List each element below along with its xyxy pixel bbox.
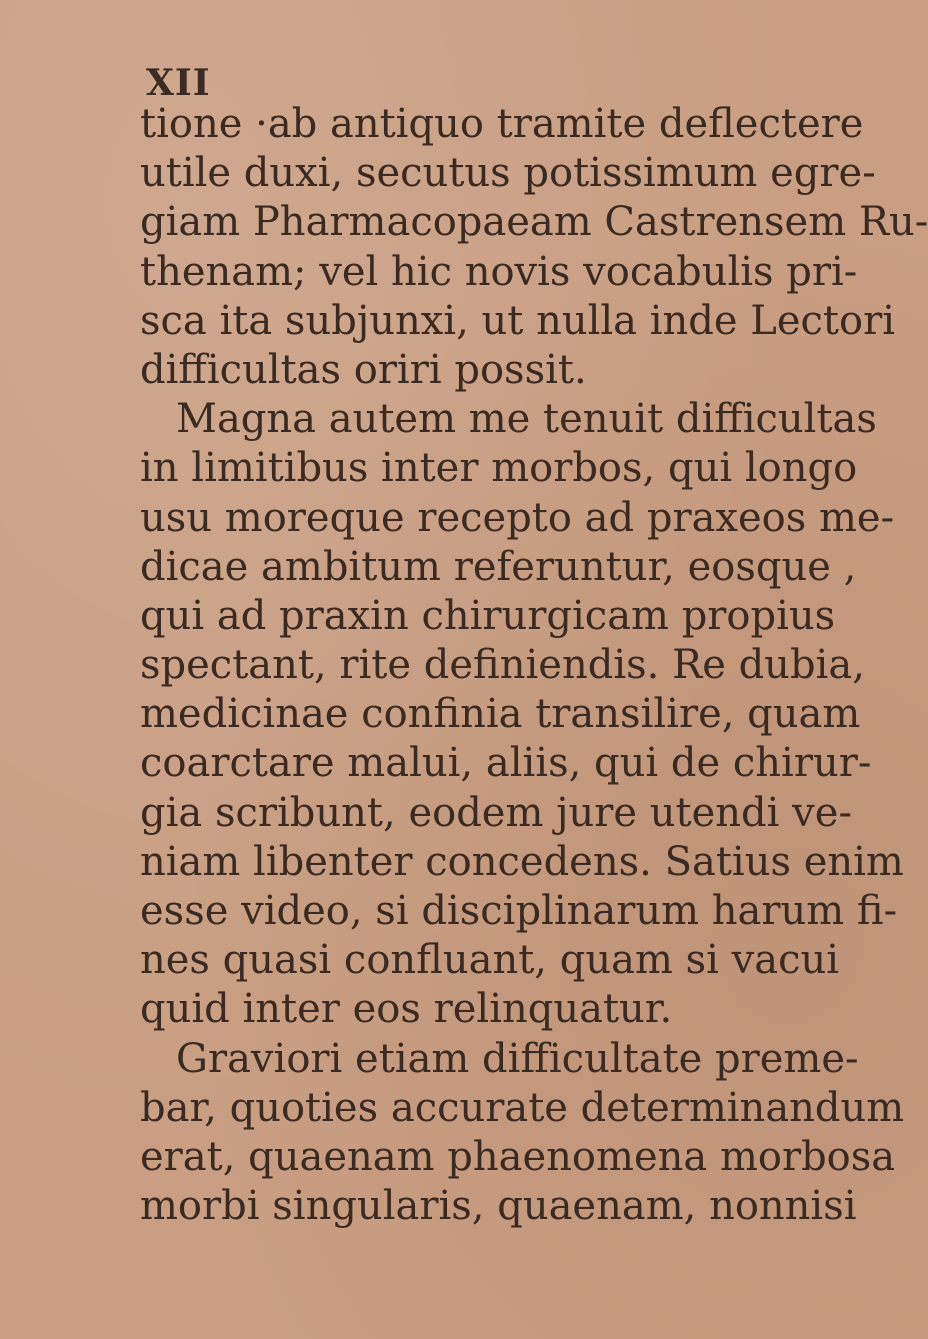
text-line: bar, quoties accurate determinandum: [140, 1084, 905, 1131]
text-line: tione ·ab antiquo tramite deflectere: [140, 101, 864, 147]
text-line: thenam; vel hic novis vocabulis pri-: [140, 248, 858, 295]
text-line: quid inter eos relinquatur.: [140, 986, 673, 1033]
text-line: erat, quaenam phaenomena morbosa: [140, 1133, 896, 1180]
text-line: Graviori etiam difficultate preme-: [176, 1035, 859, 1082]
text-line: sca ita subjunxi, ut nulla inde Lectori: [140, 297, 895, 344]
text-line: medicinae confinia transilire, quam: [140, 691, 861, 738]
text-line: spectant, rite definiendis. Re dubia,: [140, 642, 865, 689]
text-line: esse video, si disciplinarum harum fi-: [140, 888, 898, 934]
text-line: morbi singularis, quaenam, nonnisi: [140, 1183, 857, 1230]
text-line: nes quasi confluant, quam si vacui: [140, 937, 840, 984]
page-number: XII: [146, 62, 211, 104]
text-line: utile duxi, secutus potissimum egre-: [140, 150, 876, 197]
text-line: niam libenter concedens. Satius enim: [140, 838, 904, 885]
text-line: Magna autem me tenuit difficultas: [176, 396, 877, 443]
text-line: giam Pharmacopaeam Castrensem Ru-: [140, 199, 928, 246]
text-line: coarctare malui, aliis, qui de chirur-: [140, 740, 872, 787]
text-line: gia scribunt, eodem jure utendi ve-: [140, 789, 852, 836]
text-line: qui ad praxin chirurgicam propius: [140, 592, 836, 639]
text-line: in limitibus inter morbos, qui longo: [140, 445, 858, 492]
text-line: dicae ambitum referuntur, eosque ,: [140, 543, 857, 590]
text-block: [140, 100, 928, 1231]
text-line: difficultas oriri possit.: [140, 346, 587, 393]
text-line: usu moreque recepto ad praxeos me-: [140, 494, 895, 541]
